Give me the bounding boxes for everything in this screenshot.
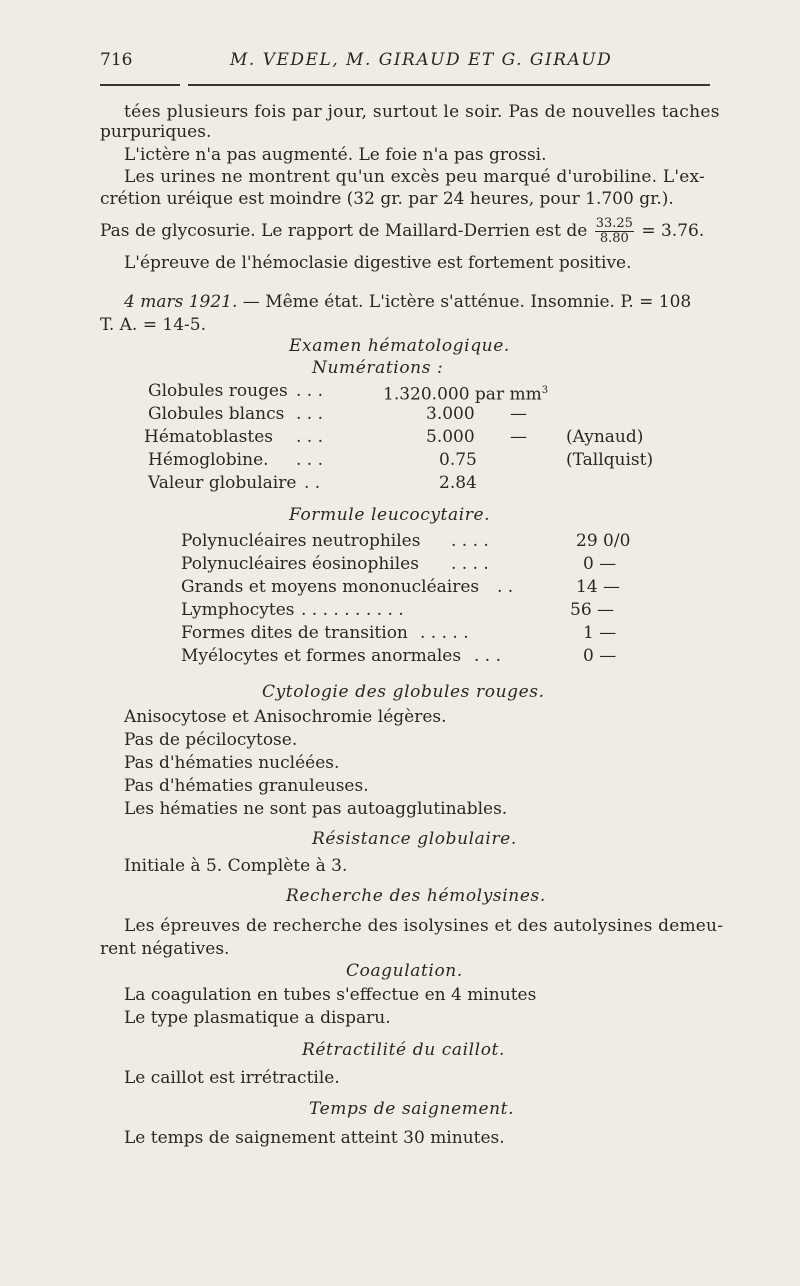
row-leader: . . . . xyxy=(451,531,489,551)
text-line: L'épreuve de l'hémoclasie digestive est fortement positive. xyxy=(124,253,632,273)
row-leader: . . . . . xyxy=(420,623,469,643)
row-label: Myélocytes et formes anormales xyxy=(181,646,462,666)
date-text: 4 mars 1921. xyxy=(124,292,238,312)
text-line: L'ictère n'a pas augmenté. Le foie n'a pas grossi. xyxy=(124,145,547,165)
header-rule-left xyxy=(100,84,180,86)
row-label: Grands et moyens mononucléaires xyxy=(181,577,480,597)
header-rule-right xyxy=(188,84,710,86)
text-line-fraction xyxy=(100,214,704,248)
unit-superscript: 3 xyxy=(541,385,549,396)
row-leader: . . . . xyxy=(451,554,489,574)
text-line: La coagulation en tubes s'effectue en 4 minutes xyxy=(124,985,537,1005)
row-value: 5.000 xyxy=(426,427,475,447)
row-leader: . . . xyxy=(296,404,324,424)
row-label: Formes dites de transition xyxy=(181,623,408,643)
row-value: 0 — xyxy=(583,646,617,666)
row-value: 56 — xyxy=(570,600,615,620)
text-line: crétion uréique est moindre (32 gr. par 24 heures, pour 1.700 gr.). xyxy=(100,189,674,209)
page-header xyxy=(100,50,710,80)
maillard-ratio-fraction xyxy=(595,217,634,246)
text-line: Les urines ne montrent qu'un excès peu marqué d'urobiline. L'ex- xyxy=(124,167,705,187)
text-line: Les épreuves de recherche des isolysines et des autolysines demeu- xyxy=(124,916,724,936)
row-label: Valeur globulaire xyxy=(148,473,297,493)
text-line: Initiale à 5. Complète à 3. xyxy=(124,856,348,876)
section-heading: Temps de saignement. xyxy=(309,1099,515,1119)
text-line: Anisocytose et Anisochromie légères. xyxy=(124,707,447,727)
fraction-result: = 3.76. xyxy=(641,221,705,241)
section-heading: Formule leucocytaire. xyxy=(289,505,491,525)
row-value: 14 — xyxy=(576,577,621,597)
section-heading: Cytologie des globules rouges. xyxy=(262,682,545,702)
row-value: 0.75 xyxy=(439,450,477,470)
row-value: 0 — xyxy=(583,554,617,574)
row-leader: . . xyxy=(497,577,514,597)
row-label: Lymphocytes xyxy=(181,600,295,620)
row-leader: . . . . . . . . . . xyxy=(301,600,404,620)
text-line: Le temps de saignement atteint 30 minutes. xyxy=(124,1128,505,1148)
section-heading: Examen hématologique. xyxy=(289,336,510,356)
text-line-date xyxy=(124,292,691,312)
fraction-denominator: 8.80 xyxy=(599,231,629,246)
row-label: Hématoblastes xyxy=(144,427,274,447)
section-heading: Numérations : xyxy=(312,358,444,378)
section-heading: Résistance globulaire. xyxy=(312,829,517,849)
fraction-numerator: 33.25 xyxy=(595,216,633,231)
text-line: tées plusieurs fois par jour, surtout le soir. Pas de nouvelles taches xyxy=(124,102,720,122)
text-line: T. A. = 14-5. xyxy=(100,315,206,335)
value-text: 1.320.000 par mm xyxy=(383,384,542,405)
text-line: Le caillot est irrétractile. xyxy=(124,1068,340,1088)
row-value: 29 0/0 xyxy=(576,531,631,551)
row-leader: . . . xyxy=(296,427,324,447)
section-heading: Coagulation. xyxy=(346,961,463,981)
row-leader: . . xyxy=(304,473,321,493)
text-line: Pas d'hématies granuleuses. xyxy=(124,776,369,796)
text-line: rent négatives. xyxy=(100,939,230,959)
row-dash: — xyxy=(510,404,527,424)
row-label: Globules blancs xyxy=(148,404,285,424)
text-segment: — Même état. L'ictère s'atténue. Insomnie. P. = 108 xyxy=(237,292,692,312)
text-segment: Pas de glycosurie. Le rapport de Maillard-Derrien est de xyxy=(100,221,588,241)
text-line: Pas de pécilocytose. xyxy=(124,730,298,750)
row-note: (Aynaud) xyxy=(566,427,644,447)
row-leader: . . . xyxy=(474,646,502,666)
row-label: Polynucléaires neutrophiles xyxy=(181,531,421,551)
row-label: Globules rouges xyxy=(148,381,288,401)
running-title: M. VEDEL, M. GIRAUD ET G. GIRAUD xyxy=(230,50,613,70)
text-line: Les hématies ne sont pas autoagglutinables. xyxy=(124,799,508,819)
page-number: 716 xyxy=(100,50,133,70)
row-dash: — xyxy=(510,427,527,447)
row-note: (Tallquist) xyxy=(566,450,654,470)
row-label: Polynucléaires éosinophiles xyxy=(181,554,419,574)
row-value: 2.84 xyxy=(439,473,477,493)
row-value xyxy=(383,381,548,405)
text-line: Pas d'hématies nucléées. xyxy=(124,753,340,773)
section-heading: Recherche des hémolysines. xyxy=(286,886,546,906)
row-value: 3.000 xyxy=(426,404,475,424)
row-leader: . . . xyxy=(296,381,324,401)
section-heading: Rétractilité du caillot. xyxy=(302,1040,505,1060)
text-line: Le type plasmatique a disparu. xyxy=(124,1008,391,1028)
text-line: purpuriques. xyxy=(100,122,212,142)
row-leader: . . . xyxy=(296,450,324,470)
row-value: 1 — xyxy=(583,623,617,643)
row-label: Hémoglobine. xyxy=(148,450,269,470)
